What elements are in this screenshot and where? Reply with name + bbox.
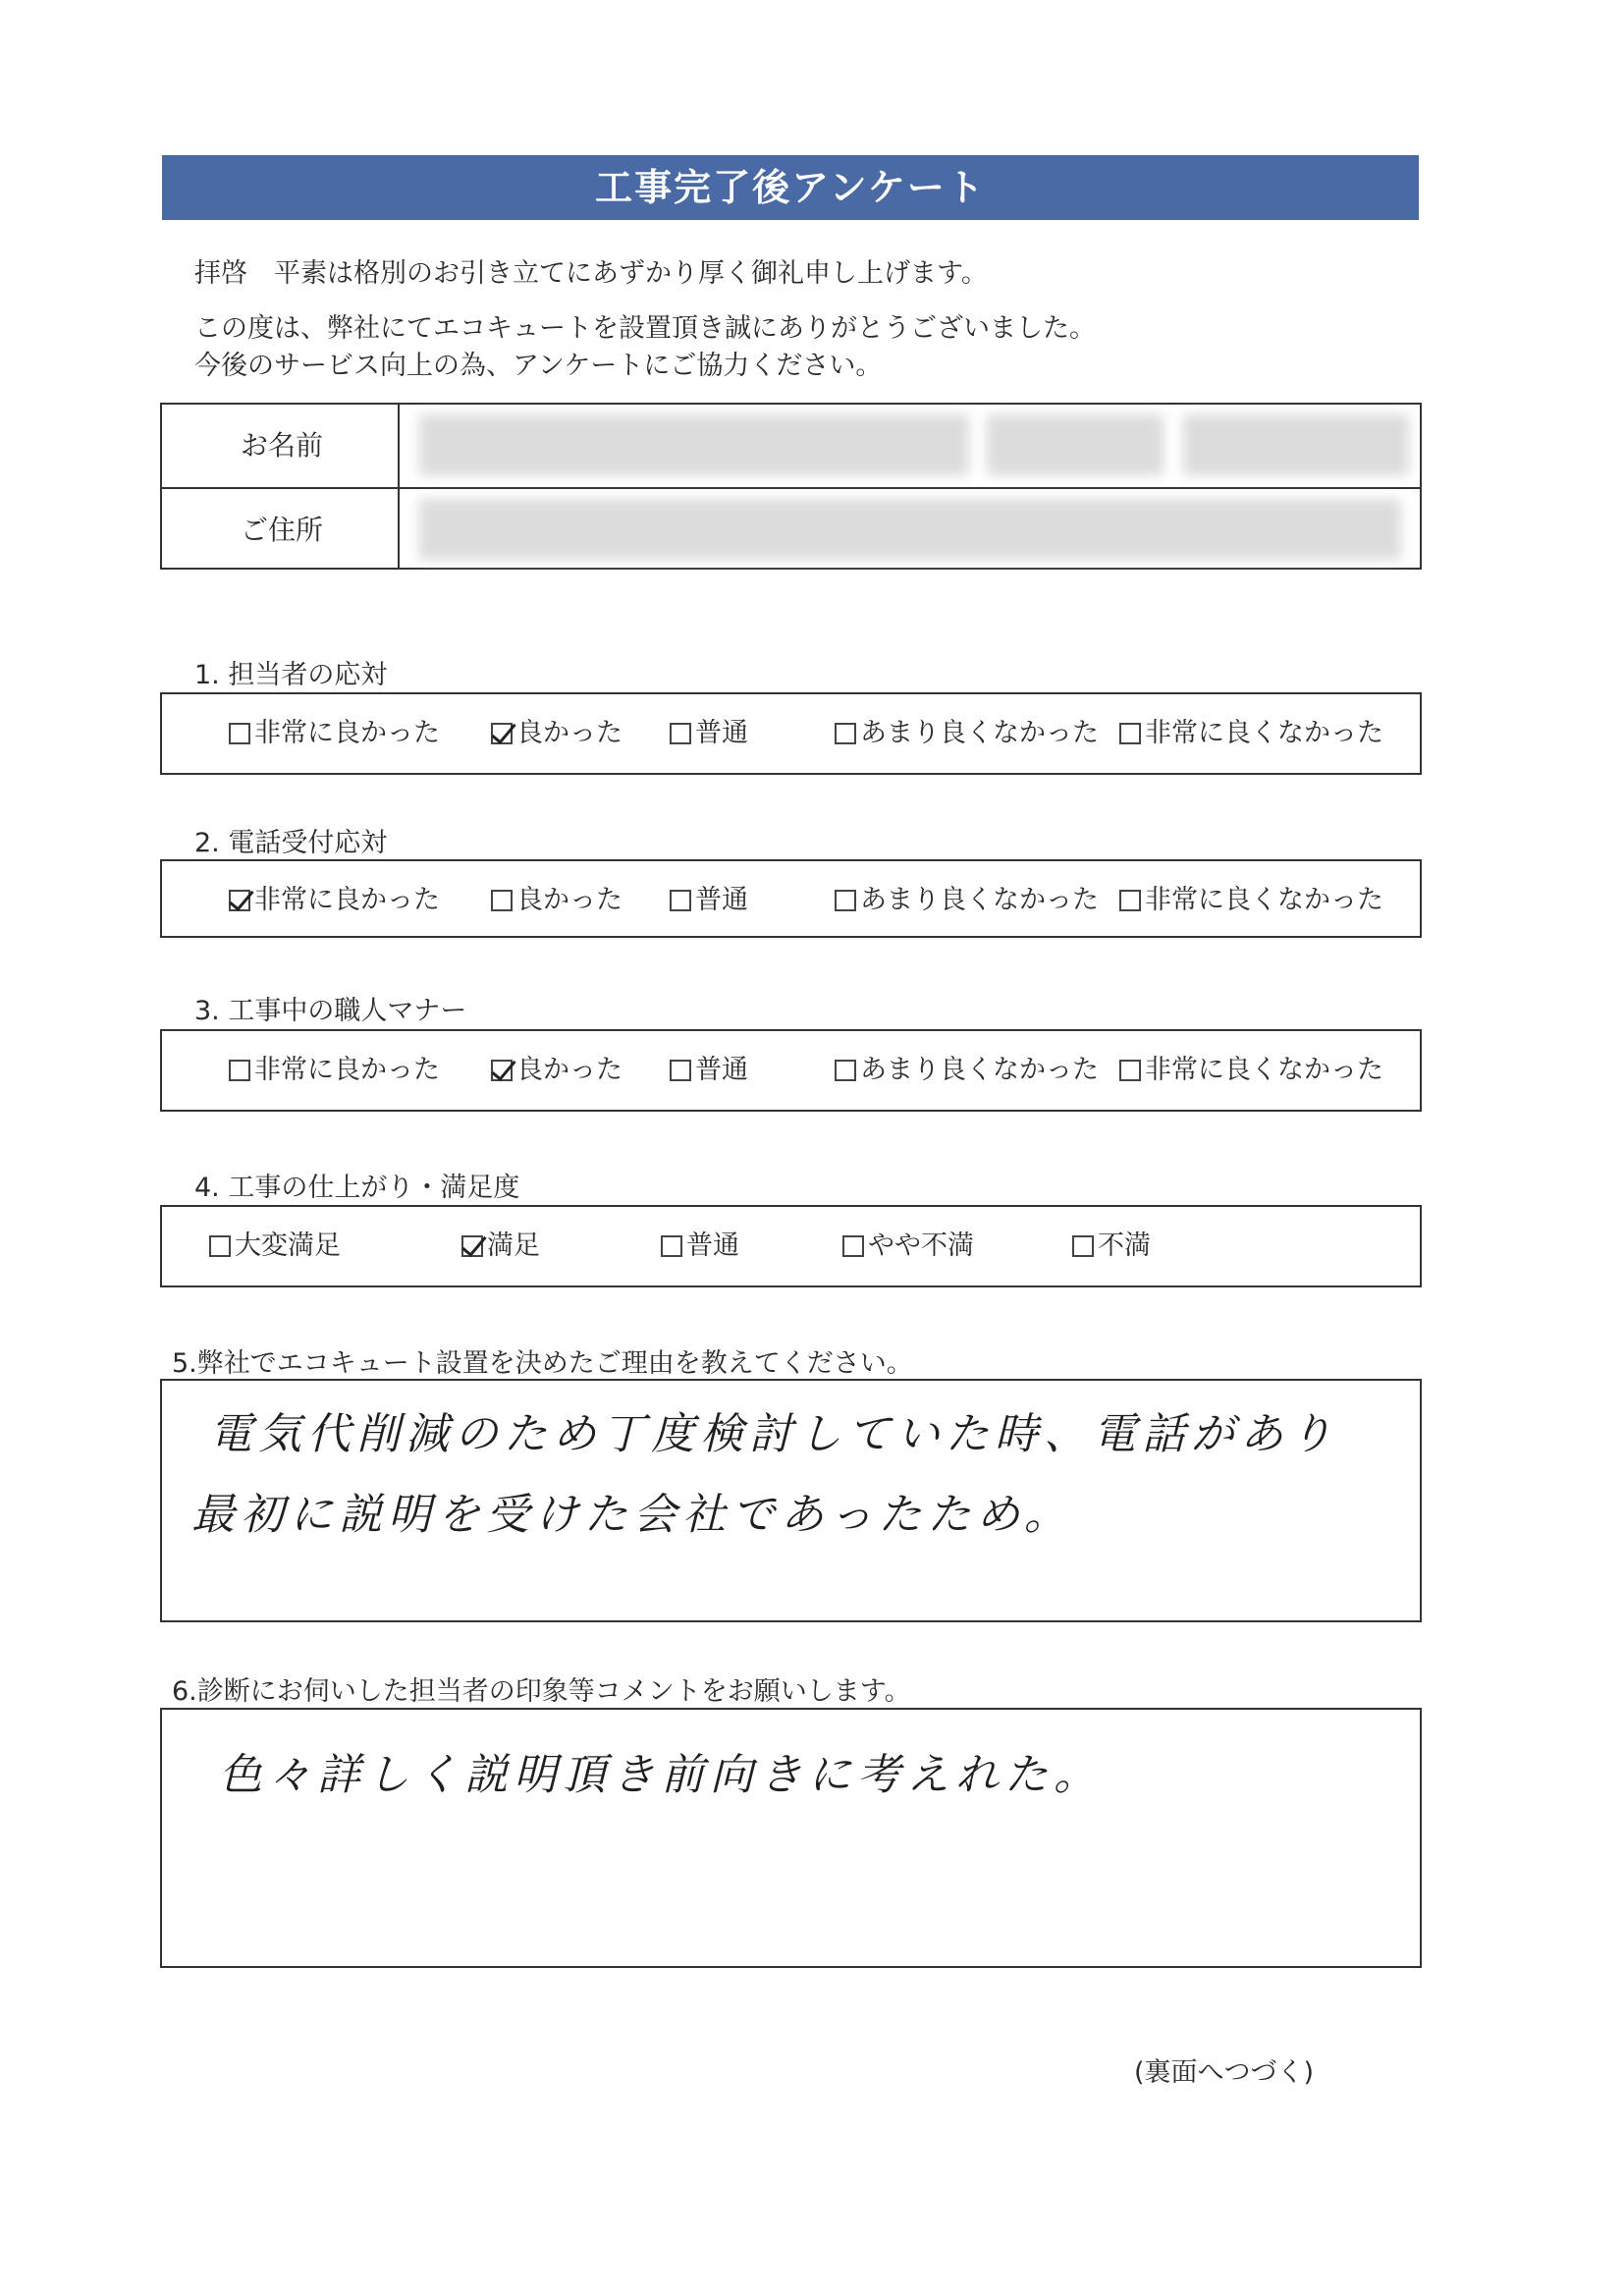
checkbox-icon[interactable] [670,890,691,911]
address-redacted [419,499,1401,560]
checkbox-checked-icon[interactable] [229,890,250,911]
checkbox-icon[interactable] [842,1235,864,1257]
q6-answer-box[interactable] [160,1708,1422,1968]
q4-title: 4. 工事の仕上がり・満足度 [194,1173,520,1203]
q1-option-2[interactable]: 良かった [491,694,623,773]
q2-option-2[interactable]: 良かった [491,861,623,936]
q1-option-5[interactable]: 非常に良くなかった [1119,694,1383,773]
q3-option-5[interactable]: 非常に良くなかった [1119,1031,1383,1110]
q5-answer-line-2: 最初に説明を受けた会社であったため。 [191,1490,1073,1540]
name-redacted-3 [1183,414,1409,475]
request-line: 今後のサービス向上の為、アンケートにご協力ください。 [194,351,883,381]
checkbox-icon[interactable] [670,723,691,744]
q5-answer-line-1: 電気代削減のため丁度検討していた時、電話があり [209,1409,1338,1459]
q1-choices [160,692,1422,775]
greeting-line: 拝啓 平素は格別のお引き立てにあずかり厚く御礼申し上げます。 [194,258,988,289]
name-label: お名前 [162,405,400,487]
q4-choices [160,1205,1422,1287]
q1-option-1[interactable]: 非常に良かった [229,694,440,773]
survey-title: 工事完了後アンケート [162,155,1419,220]
q5-answer-box[interactable] [160,1379,1422,1622]
customer-info-table [160,403,1422,570]
q3-option-3[interactable]: 普通 [670,1031,748,1110]
name-redacted [419,414,969,475]
checkbox-icon[interactable] [1072,1235,1094,1257]
q1-option-4[interactable]: あまり良くなかった [835,694,1099,773]
q3-option-1[interactable]: 非常に良かった [229,1031,440,1110]
checkbox-icon[interactable] [1119,890,1141,911]
q4-option-3[interactable]: 普通 [661,1207,739,1285]
checkbox-icon[interactable] [661,1235,682,1257]
address-label: ご住所 [162,489,400,570]
q1-title: 1. 担当者の応対 [194,660,388,690]
q2-option-1[interactable]: 非常に良かった [229,861,440,936]
name-redacted-2 [987,414,1164,475]
q5-title: 5.弊社でエコキュート設置を決めたご理由を教えてください。 [172,1348,913,1379]
q3-option-4[interactable]: あまり良くなかった [835,1031,1099,1110]
checkbox-icon[interactable] [835,1060,856,1081]
q6-answer-line-1: 色々詳しく説明頂き前向きに考えれた。 [219,1750,1103,1800]
continue-on-back-note: (裏面へつづく) [1134,2057,1315,2088]
q2-option-4[interactable]: あまり良くなかった [835,861,1099,936]
checkbox-checked-icon[interactable] [461,1235,483,1257]
q3-title: 3. 工事中の職人マナー [194,996,467,1026]
checkbox-checked-icon[interactable] [491,723,513,744]
checkbox-icon[interactable] [835,890,856,911]
name-row [162,405,1420,487]
q4-option-5[interactable]: 不満 [1072,1207,1151,1285]
q6-title: 6.診断にお伺いした担当者の印象等コメントをお願いします。 [172,1676,911,1707]
checkbox-icon[interactable] [1119,723,1141,744]
q3-option-2[interactable]: 良かった [491,1031,623,1110]
q2-option-5[interactable]: 非常に良くなかった [1119,861,1383,936]
checkbox-icon[interactable] [209,1235,231,1257]
thanks-line: この度は、弊社にてエコキュートを設置頂き誠にありがとうございました。 [194,313,1096,344]
q4-option-4[interactable]: やや不満 [842,1207,974,1285]
address-row [162,487,1420,570]
checkbox-icon[interactable] [670,1060,691,1081]
checkbox-checked-icon[interactable] [491,1060,513,1081]
q2-title: 2. 電話受付応対 [194,828,388,858]
q4-option-2[interactable]: 満足 [461,1207,540,1285]
checkbox-icon[interactable] [229,723,250,744]
checkbox-icon[interactable] [1119,1060,1141,1081]
checkbox-icon[interactable] [835,723,856,744]
q2-choices [160,859,1422,938]
q1-option-3[interactable]: 普通 [670,694,748,773]
checkbox-icon[interactable] [491,890,513,911]
q4-option-1[interactable]: 大変満足 [209,1207,341,1285]
q2-option-3[interactable]: 普通 [670,861,748,936]
q3-choices [160,1029,1422,1112]
checkbox-icon[interactable] [229,1060,250,1081]
